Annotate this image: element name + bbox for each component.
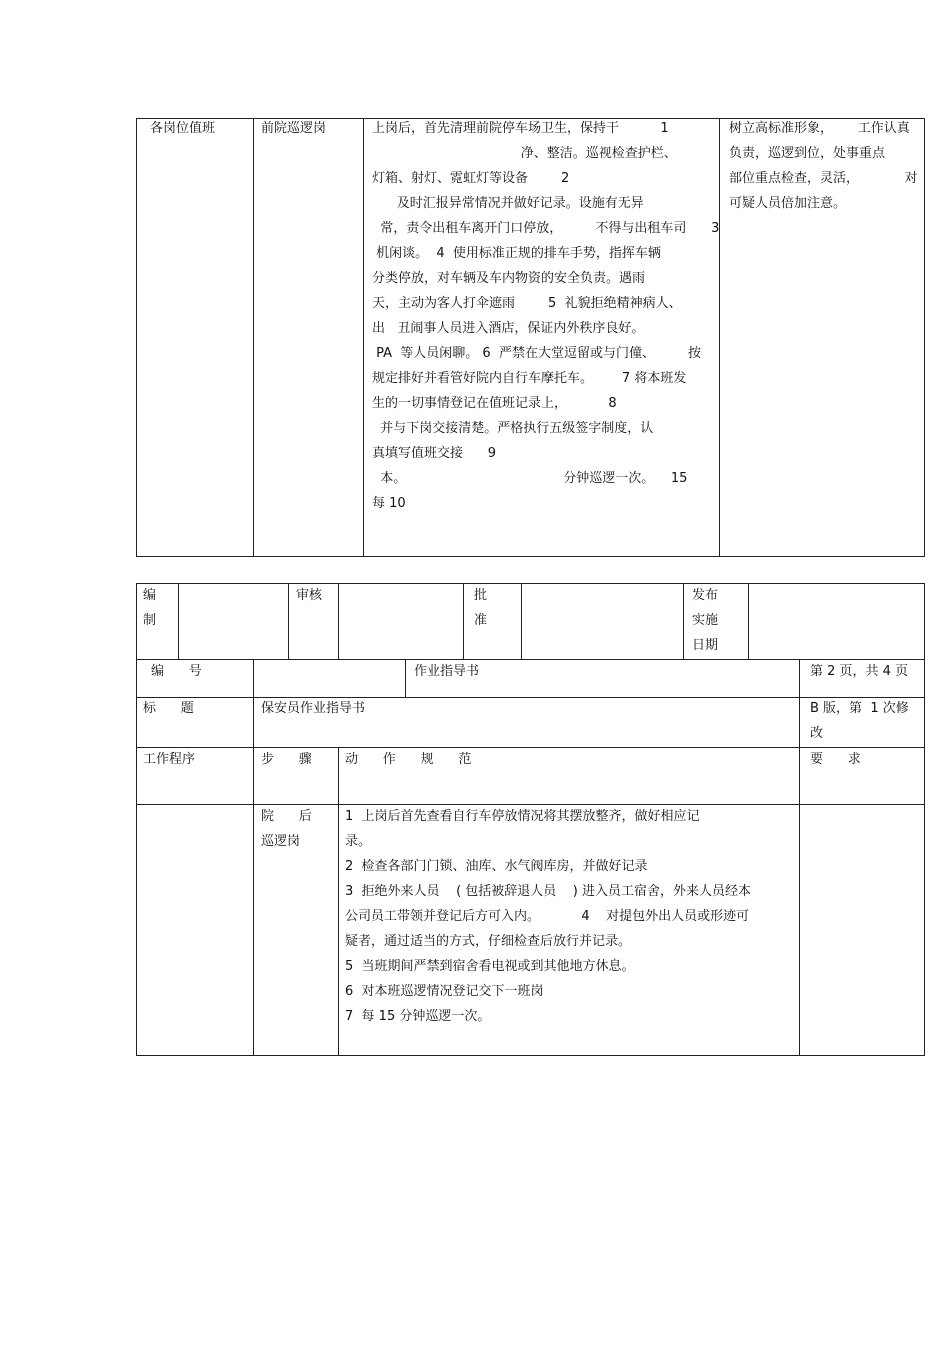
procedure-line: 灯箱、射灯、霓虹灯等设备 2 [372, 171, 570, 186]
publish-label: 发布 [692, 588, 719, 603]
requirement-line: 可疑人员倍加注意。 [729, 196, 847, 211]
table-2-row-line [136, 659, 925, 660]
title-value: 保安员作业指导书 [261, 701, 366, 716]
title-label: 标 题 [143, 701, 194, 716]
action-line: 5 当班期间严禁到宿舍看电视或到其他地方休息。 [345, 959, 635, 974]
procedure-line: 净、整洁。巡视检查护栏、 [372, 146, 677, 161]
table-2-divider [288, 583, 289, 659]
doc-type: 作业指导书 [414, 664, 480, 679]
review-label: 审核 [296, 588, 323, 603]
action-line: 录。 [345, 834, 372, 849]
procedure-line: 真填写值班交接 9 [372, 446, 497, 461]
action-line: 3 拒绝外来人员 ( 包括被辞退人员 ) 进入员工宿舍，外来人员经本 [345, 884, 752, 899]
table-1-divider [363, 118, 364, 557]
publish-label: 日期 [692, 638, 719, 653]
action-line: 7 每 15 分钟巡逻一次。 [345, 1009, 491, 1024]
post-name: 巡逻岗 [261, 834, 301, 849]
action-line: 2 检查各部门门锁、油库、水气阀库房，并做好记录 [345, 859, 648, 874]
requirement-line: 树立高标准形象， 工作认真 [729, 121, 910, 136]
approve-label: 准 [474, 613, 488, 628]
table-2-divider [683, 583, 684, 659]
procedure-line: 出 丑闹事人员进入酒店，保证内外秩序良好。 [372, 321, 645, 336]
table-2-divider [338, 747, 339, 1056]
procedure-line: 及时汇报异常情况并做好记录。设施有无异 [372, 196, 644, 211]
procedure-line: 机闲谈。 4 使用标准正规的排车手势，指挥车辆 [372, 246, 661, 261]
category-cell: 各岗位值班 [150, 121, 216, 136]
table-2-divider [521, 583, 522, 659]
procedure-line: 分类停放，对车辆及车内物资的安全负责。遇雨 [372, 271, 646, 286]
requirement-line: 部位重点检查，灵活， 对 [729, 171, 918, 186]
col-requirement-header: 要 求 [810, 752, 861, 767]
action-line: 公司员工带领并登记后方可入内。 4 对提包外出人员或形迹可 [345, 909, 750, 924]
table-2-divider [799, 659, 800, 1056]
publish-label: 实施 [692, 613, 719, 628]
procedure-line: 上岗后，首先清理前院停车场卫生，保持干 1 [372, 121, 669, 136]
col-action-header: 动 作 规 范 [345, 752, 472, 767]
table-2-divider [338, 583, 339, 659]
procedure-line: 本。 分钟巡逻一次。 15 [372, 471, 688, 486]
version-info: 改 [810, 726, 824, 741]
procedure-line: 常，责令出租车离开门口停放， 不得与出租车司 3 [372, 221, 720, 236]
page-info: 第 2 页，共 4 页 [810, 664, 909, 679]
procedure-line: 每 10 [372, 496, 406, 511]
table-1-divider [719, 118, 720, 557]
procedure-line: PA 等人员闲聊。 6 严禁在大堂逗留或与门僮、 按 [372, 346, 702, 361]
procedure-line: 并与下岗交接清楚。严格执行五级签字制度，认 [372, 421, 654, 436]
compile-label: 编 [143, 588, 157, 603]
approve-label: 批 [474, 588, 488, 603]
action-line: 疑者，通过适当的方式，仔细检查后放行并记录。 [345, 934, 632, 949]
post-cell: 前院巡逻岗 [261, 121, 327, 136]
version-info: B 版，第 1 次修 [810, 701, 909, 716]
procedure-line: 天，主动为客人打伞遮雨 5 礼貌拒绝精神病人、 [372, 296, 682, 311]
procedure-line: 规定排好并看管好院内自行车摩托车。 7 将本班发 [372, 371, 687, 386]
table-1-divider [253, 118, 254, 557]
requirement-line: 负责，巡逻到位，处事重点 [729, 146, 886, 161]
compile-label: 制 [143, 613, 157, 628]
col-step-header: 步 骤 [261, 752, 312, 767]
table-2-row-line [136, 747, 925, 748]
number-label: 编 号 [151, 664, 202, 679]
action-line: 1 上岗后首先查看自行车停放情况将其摆放整齐，做好相应记 [345, 809, 700, 824]
table-2-divider [178, 583, 179, 659]
table-2-divider [253, 659, 254, 1056]
col-procedure-header: 工作程序 [143, 752, 196, 767]
table-2-divider [463, 583, 464, 659]
table-2-divider [405, 659, 406, 697]
post-name: 院 后 [261, 809, 312, 824]
table-2-row-line [136, 697, 925, 698]
action-line: 6 对本班巡逻情况登记交下一班岗 [345, 984, 544, 999]
procedure-line: 生的一切事情登记在值班记录上， 8 [372, 396, 617, 411]
table-2-divider [748, 583, 749, 659]
